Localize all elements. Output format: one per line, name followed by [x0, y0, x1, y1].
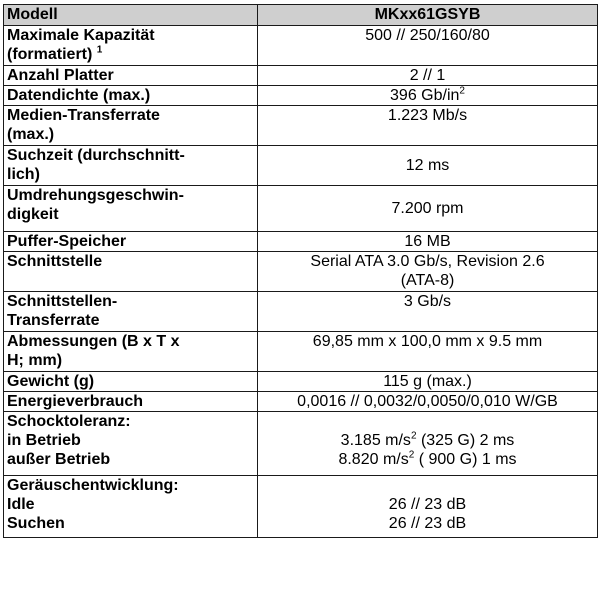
row-value-weight: 115 g (max.): [258, 372, 598, 392]
shock-value-nonoperating: [261, 450, 594, 469]
row-value-buffer: 16 MB: [258, 232, 598, 252]
table-row: [4, 372, 598, 392]
row-label-platters: Anzahl Platter: [4, 66, 258, 86]
row-value-noise: [258, 476, 598, 538]
rpm-label-line2: digkeit: [7, 206, 59, 223]
shock-label-nonoperating: außer Betrieb: [7, 451, 111, 468]
row-label-rpm: [4, 186, 258, 232]
row-label-weight: Gewicht (g): [4, 372, 258, 392]
seek-label-line2: lich): [7, 166, 40, 183]
table-row: [4, 66, 598, 86]
row-label-media-rate: [4, 106, 258, 146]
row-label-interface-rate: [4, 292, 258, 332]
header-label: Modell: [4, 5, 258, 26]
row-value-interface-rate: 3 Gb/s: [258, 292, 598, 332]
row-value-interface: [258, 252, 598, 292]
row-value-platters: 2 // 1: [258, 66, 598, 86]
noise-value-idle: 26 // 23 dB: [388, 496, 467, 513]
noise-label-idle: Idle: [7, 496, 35, 513]
shock-nonop-exponent: 2: [408, 449, 415, 461]
footnote-marker: 1: [96, 44, 103, 56]
spec-table: [3, 4, 598, 538]
capacity-label-line2: [7, 45, 254, 64]
shock-value-operating: [261, 431, 594, 450]
table-row: [4, 332, 598, 372]
row-label-dimensions: [4, 332, 258, 372]
shock-label-operating: in Betrieb: [7, 432, 81, 449]
interface-value-line1: Serial ATA 3.0 Gb/s, Revision 2.6: [310, 253, 545, 270]
shock-op-post: (325 G) 2 ms: [416, 432, 515, 449]
table-row: [4, 86, 598, 106]
shock-label-heading: Schocktoleranz:: [7, 413, 131, 430]
media-rate-label-line1: Medien-Transferrate: [7, 107, 160, 124]
table-row: [4, 106, 598, 146]
row-value-seek: 12 ms: [258, 146, 598, 186]
density-value-text: 396 Gb/in: [390, 87, 460, 104]
shock-op-exponent: 2: [410, 430, 417, 442]
shock-value-blank: [261, 412, 594, 431]
row-label-density: Datendichte (max.): [4, 86, 258, 106]
shock-nonop-post: ( 900 G) 1 ms: [414, 451, 517, 468]
table-row: [4, 476, 598, 538]
density-exponent: 2: [459, 85, 465, 97]
row-label-shock: [4, 412, 258, 476]
row-label-energy: Energieverbrauch: [4, 392, 258, 412]
row-value-dimensions: 69,85 mm x 100,0 mm x 9.5 mm: [258, 332, 598, 372]
interface-rate-label-line1: Schnittstellen-: [7, 293, 118, 310]
interface-value-line2: (ATA-8): [400, 272, 455, 289]
noise-value-seek: 26 // 23 dB: [388, 515, 467, 532]
row-value-rpm: 7.200 rpm: [258, 186, 598, 232]
capacity-label-text2: (formatiert): [7, 46, 93, 63]
interface-rate-label-line2: Transferrate: [7, 312, 100, 329]
row-value-shock: [258, 412, 598, 476]
table-header-row: [4, 5, 598, 26]
media-rate-label-line2: (max.): [7, 126, 55, 143]
row-label-interface: Schnittstelle: [4, 252, 258, 292]
table-row: [4, 412, 598, 476]
seek-label-line1: Suchzeit (durchschnitt-: [7, 147, 185, 164]
rpm-label-line1: Umdrehungsgeschwin-: [7, 187, 184, 204]
table-row: [4, 232, 598, 252]
row-value-density: [258, 86, 598, 106]
table-row: [4, 392, 598, 412]
header-model: MKxx61GSYB: [258, 5, 598, 26]
row-value-media-rate: 1.223 Mb/s: [258, 106, 598, 146]
table-row: [4, 26, 598, 66]
table-row: [4, 292, 598, 332]
table-row: [4, 146, 598, 186]
shock-op-pre: 3.185 m/s: [340, 432, 411, 449]
dimensions-label-line2: H; mm): [7, 352, 63, 369]
dimensions-label-line1: Abmessungen (B x T x: [7, 333, 180, 350]
noise-label-heading: Geräuschentwicklung:: [7, 477, 179, 494]
table-row: [4, 252, 598, 292]
row-label-buffer: Puffer-Speicher: [4, 232, 258, 252]
shock-nonop-pre: 8.820 m/s: [338, 451, 409, 468]
row-label-capacity: [4, 26, 258, 66]
row-label-seek: [4, 146, 258, 186]
row-label-noise: [4, 476, 258, 538]
row-value-energy: 0,0016 // 0,0032/0,0050/0,010 W/GB: [258, 392, 598, 412]
table-row: [4, 186, 598, 232]
capacity-label-line1: Maximale Kapazität: [7, 27, 155, 44]
noise-value-blank: [261, 476, 594, 495]
noise-label-seek: Suchen: [7, 515, 65, 532]
row-value-capacity: 500 // 250/160/80: [258, 26, 598, 66]
